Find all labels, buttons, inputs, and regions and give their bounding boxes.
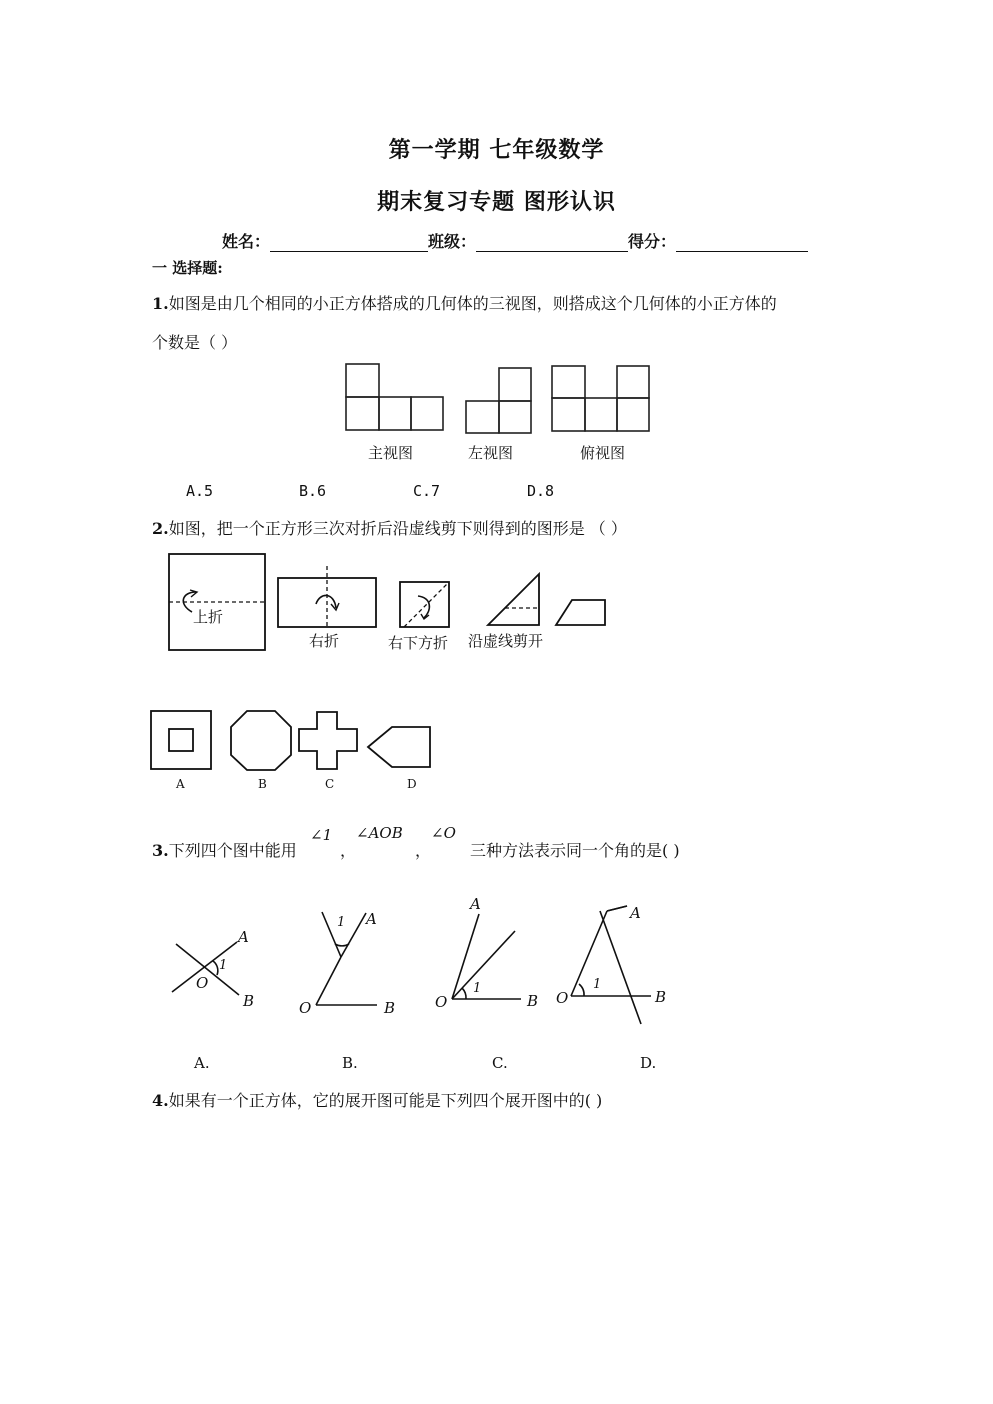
question-text-before: 下列四个图中能用 — [168, 841, 297, 860]
question-text: 如图，把一个正方形三次对折后沿虚线剪下则得到的图形是 （ ） — [168, 519, 627, 538]
step-label-fold-up: 上折 — [193, 608, 224, 626]
label-1: 1 — [337, 915, 346, 930]
section-heading: 一 选择题: — [152, 259, 223, 277]
label-o: O — [435, 993, 448, 1011]
question-number: 1. — [152, 294, 169, 313]
angle-figure-c — [452, 914, 521, 999]
front-view-label: 主视图 — [368, 444, 414, 462]
label-o: O — [196, 974, 209, 992]
label-b: B — [243, 992, 255, 1010]
angle-symbol-aob: ∠AOB — [356, 824, 403, 842]
step-label-fold-lower-right: 右下方折 — [388, 634, 449, 652]
question-number: 4. — [152, 1091, 169, 1110]
q2-option-c[interactable]: C — [325, 777, 335, 791]
q2-option-a[interactable]: A — [176, 777, 185, 791]
label-1: 1 — [473, 981, 482, 996]
question-number: 2. — [152, 519, 169, 538]
question-number: 3. — [152, 841, 169, 860]
step-label-cut: 沿虚线剪开 — [468, 632, 544, 650]
q1-option-c[interactable]: C.7 — [413, 482, 441, 500]
label-b: B — [655, 988, 667, 1006]
page-title: 第一学期 七年级数学 — [388, 137, 605, 163]
q3-option-b[interactable]: B. — [342, 1054, 358, 1072]
label-a: A — [630, 904, 641, 922]
q3-option-a[interactable]: A. — [194, 1054, 210, 1072]
question-text-after: 三种方法表示同一个角的是( ) — [470, 841, 680, 860]
q3-option-d[interactable]: D. — [640, 1054, 657, 1072]
label-a: A — [238, 928, 249, 946]
comma-1: ， — [340, 841, 357, 860]
angle-symbol-o: ∠O — [431, 824, 456, 842]
left-view-label: 左视图 — [468, 444, 514, 462]
question-text: 如果有一个正方体，它的展开图可能是下列四个展开图中的( ) — [168, 1091, 603, 1110]
name-label: 姓名： — [222, 232, 271, 251]
class-label: 班级： — [428, 232, 477, 251]
comma-2: ， — [415, 841, 432, 860]
q1-option-a[interactable]: A.5 — [186, 482, 214, 500]
question-4 — [152, 1088, 602, 1111]
q3-option-c[interactable]: C. — [492, 1054, 508, 1072]
label-b: B — [384, 999, 396, 1017]
page-subtitle: 期末复习专题 图形认识 — [377, 189, 616, 215]
score-label: 得分： — [628, 232, 677, 251]
label-1: 1 — [219, 958, 228, 973]
q2-option-d[interactable]: D — [407, 777, 417, 791]
question-1-line2: 个数是（ ） — [152, 333, 238, 352]
step-label-fold-right: 右折 — [309, 632, 340, 650]
label-1: 1 — [593, 977, 602, 992]
top-view-label: 俯视图 — [580, 444, 626, 462]
label-o: O — [556, 989, 569, 1007]
question-text: 如图是由几个相同的小正方体搭成的几何体的三视图，则搭成这个几何体的小正方体的 — [168, 294, 777, 313]
q1-option-d[interactable]: D.8 — [527, 482, 555, 500]
q1-option-b[interactable]: B.6 — [299, 482, 327, 500]
angle-figure-d — [571, 906, 651, 1024]
angle-symbol-1: ∠1 — [310, 826, 333, 844]
label-o: O — [299, 999, 312, 1017]
label-b: B — [527, 992, 539, 1010]
q2-option-b[interactable]: B — [258, 777, 267, 791]
label-a: A — [366, 910, 377, 928]
label-a: A — [470, 895, 481, 913]
